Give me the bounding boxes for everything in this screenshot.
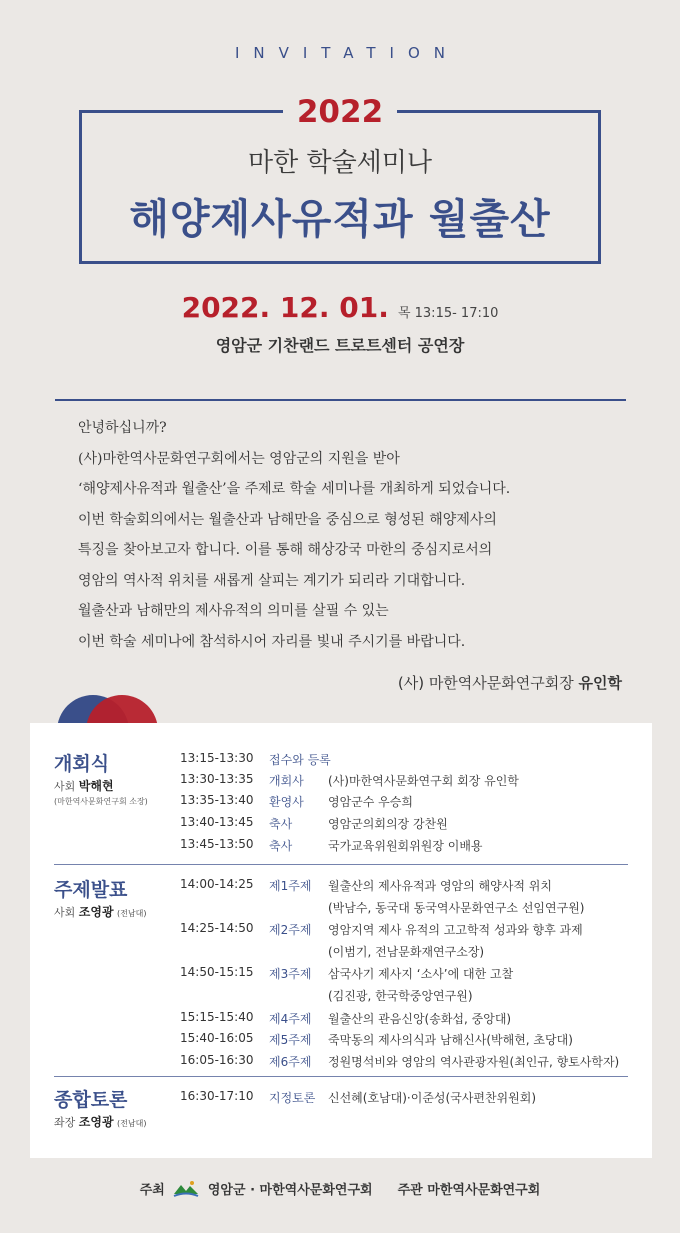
- row-role: 제1주제: [269, 879, 312, 893]
- row-role: 축사: [269, 839, 293, 853]
- row-role: 환영사: [269, 795, 304, 809]
- row-time: 13:30-13:35: [180, 772, 254, 786]
- row-role: 제3주제: [269, 967, 312, 981]
- row-time: 15:40-16:05: [180, 1031, 254, 1045]
- row-desc: 영암지역 제사 유적의 고고학적 성과와 향후 과제: [328, 923, 583, 937]
- row-desc: 국가교육위원회위원장 이배용: [328, 839, 483, 853]
- row-time: 16:05-16:30: [180, 1053, 254, 1067]
- letter-line: 월출산과 남해만의 제사유적의 의미를 살필 수 있는: [78, 603, 389, 619]
- page-title: 해양제사유적과 월출산: [129, 195, 551, 243]
- row-desc-2: (박남수, 동국대 동국역사문화연구소 선임연구원): [328, 901, 585, 915]
- row-role: 제6주제: [269, 1055, 312, 1069]
- row-desc: 월출산의 제사유적과 영암의 해양사적 위치: [328, 879, 552, 893]
- host-role: 좌장: [54, 1116, 76, 1129]
- section-title: 종합토론: [54, 1089, 128, 1111]
- row-time: 15:15-15:40: [180, 1010, 254, 1024]
- row-desc: 정원명석비와 영암의 역사관광자원(최인규, 향토사학자): [328, 1055, 620, 1069]
- letter-line: 특징을 찾아보고자 합니다. 이를 통해 해상강국 마한의 중심지로서의: [78, 542, 493, 558]
- footer: [0, 1179, 680, 1202]
- row-time: 14:50-15:15: [180, 965, 254, 979]
- host-name: 조영광: [78, 905, 114, 919]
- invitation-label: INVITATION: [234, 44, 460, 62]
- letter-line: (사)마한역사문화연구회에서는 영암군의 지원을 받아: [78, 450, 400, 467]
- subtitle: 마한 학술세미나: [247, 148, 433, 178]
- letter-line: 이번 학술회의에서는 월출산과 남해만을 중심으로 형성된 해양제사의: [78, 511, 497, 528]
- row-desc: 월출산의 관음신앙(송화섭, 중앙대): [328, 1012, 512, 1026]
- row-desc: 죽막동의 제사의식과 남해신사(박해현, 초당대): [328, 1033, 573, 1047]
- row-desc-2: (이범기, 전남문화재연구소장): [328, 945, 485, 959]
- host-name: 박해현: [78, 779, 114, 793]
- host-label: 주최: [139, 1183, 165, 1198]
- row-role: 제4주제: [269, 1012, 312, 1026]
- section-separator: [54, 864, 628, 865]
- section-title: 개회식: [54, 753, 110, 775]
- row-role: 제5주제: [269, 1033, 312, 1047]
- row-role: 지정토론: [269, 1091, 316, 1105]
- host-role: 사회: [54, 906, 76, 919]
- row-time: 16:30-17:10: [180, 1089, 254, 1103]
- invitation-letter: [78, 418, 618, 662]
- signature-org: (사) 마한역사문화연구회장: [397, 674, 574, 692]
- letter-line: ‘해양제사유적과 월출산’을 주제로 학술 세미나를 개최하게 되었습니다.: [78, 481, 511, 497]
- signature: [398, 672, 622, 693]
- section-host: [54, 1113, 146, 1130]
- host-org: (마한역사문화연구회 소장): [54, 797, 148, 806]
- divider: [55, 399, 626, 401]
- row-desc: 삼국사기 제사지 ‘소사’에 대한 고찰: [328, 967, 514, 981]
- host-orgs: 영암군 · 마한역사문화연구회: [207, 1183, 373, 1198]
- host-role: 사회: [54, 780, 76, 793]
- row-desc: (사)마한역사문화연구회 회장 유인학: [328, 774, 519, 788]
- row-desc: 신선혜(호남대)·이준성(국사편찬위원회): [328, 1091, 537, 1105]
- row-desc: 영암군수 우승희: [328, 795, 413, 809]
- date-line: [0, 291, 680, 324]
- row-time: 13:35-13:40: [180, 793, 254, 807]
- host-org: (전남대): [117, 909, 147, 918]
- program-panel: [30, 723, 652, 1158]
- letter-line: 영암의 역사적 위치를 새롭게 살피는 계기가 되리라 기대합니다.: [78, 572, 466, 589]
- row-desc: 영암군의회의장 강찬원: [328, 817, 448, 831]
- section-title: 주제발표: [54, 879, 128, 901]
- yeongam-logo-icon: [173, 1180, 199, 1202]
- section-separator: [54, 1076, 628, 1077]
- year-wrap: [0, 92, 680, 132]
- signature-name: 유인학: [578, 674, 622, 692]
- row-time: 13:40-13:45: [180, 815, 254, 829]
- organizer-label: 주관: [397, 1183, 423, 1198]
- row-time: 14:25-14:50: [180, 921, 254, 935]
- row-role: 제2주제: [269, 923, 312, 937]
- row-time: 14:00-14:25: [180, 877, 254, 891]
- row-role: 축사: [269, 817, 293, 831]
- year: 2022: [283, 92, 397, 132]
- row-role: 접수와 등록: [269, 753, 331, 767]
- event-venue: 영암군 기찬랜드 트로트센터 공연장: [215, 336, 465, 355]
- row-time: 13:15-13:30: [180, 751, 254, 765]
- row-role: 개회사: [269, 774, 304, 788]
- section-host: [54, 903, 146, 920]
- organizer: 마한역사문화연구회: [427, 1183, 541, 1198]
- row-time: 13:45-13:50: [180, 837, 254, 851]
- letter-line: 이번 학술 세미나에 참석하시어 자리를 빛내 주시기를 바랍니다.: [78, 633, 466, 650]
- row-desc-2: (김진광, 한국학중앙연구원): [328, 989, 473, 1003]
- letter-line: 안녕하십니까?: [78, 420, 167, 436]
- event-date: 2022. 12. 01.: [181, 291, 389, 324]
- event-time: 목 13:15- 17:10: [397, 306, 499, 321]
- host-name: 조영광: [78, 1115, 114, 1129]
- host-org: (전남대): [117, 1119, 147, 1128]
- section-host: [54, 777, 114, 794]
